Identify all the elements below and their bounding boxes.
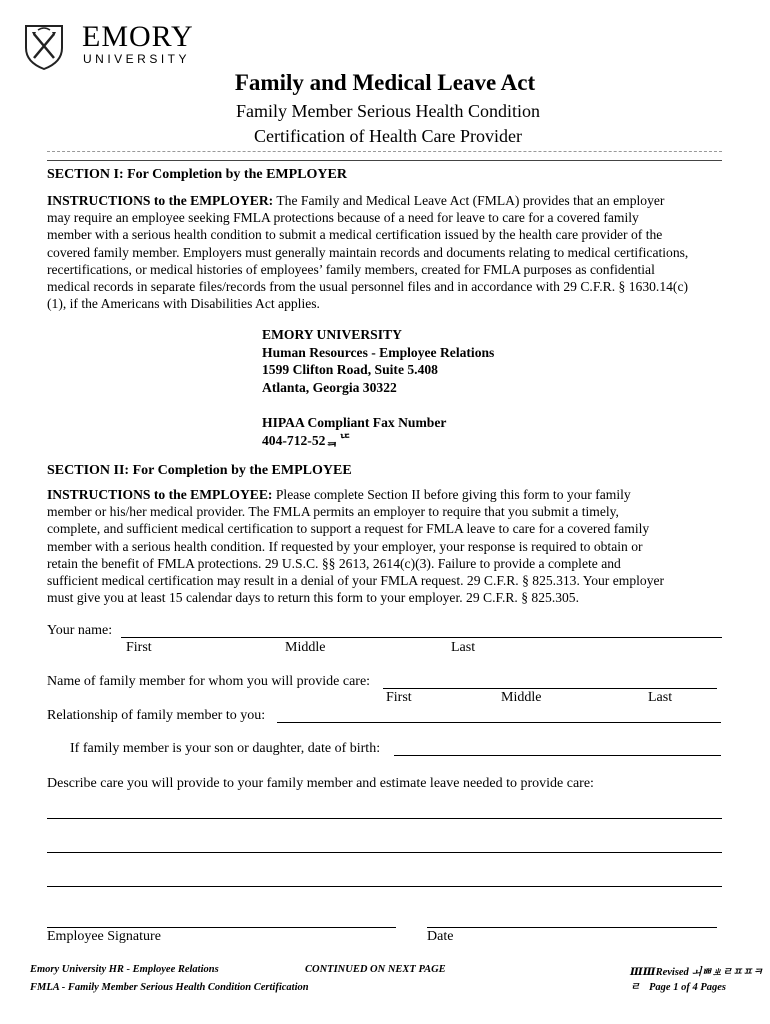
signature-date-field[interactable] <box>427 927 717 928</box>
relationship-label: Relationship of family member to you: <box>47 708 266 723</box>
your-name-first-caption: First <box>126 640 152 655</box>
form-title: Family and Medical Leave Act <box>234 70 536 95</box>
section-1-instructions-label: INSTRUCTIONS to the EMPLOYER: <box>47 193 274 208</box>
section-1-instructions <box>47 192 747 312</box>
describe-care-line-1[interactable] <box>47 818 722 819</box>
your-name-last-caption: Last <box>451 640 476 655</box>
section-2-line-5: retain the benefit of FMLA protections. 29 U.S.C. §§ 2613, 2614(c)(3). Failure to provide a complete and <box>47 555 621 571</box>
section-2-heading: SECTION II: For Completion by the EMPLOYEE <box>47 463 352 478</box>
emory-shield-icon <box>24 24 64 70</box>
form-subtitle-2: Certification of Health Care Provider <box>254 126 522 146</box>
address-city: Atlanta, Georgia 30322 <box>262 379 397 395</box>
address-street: 1599 Clifton Road, Suite 5.408 <box>262 362 438 377</box>
section-1-heading: SECTION I: For Completion by the EMPLOYER <box>47 167 347 182</box>
employee-signature-label: Employee Signature <box>47 929 161 944</box>
section-1-line-7: (1), if the Americans with Disabilities Act applies. <box>47 296 320 312</box>
footer-department: Emory University HR - Employee Relations <box>30 964 219 975</box>
header-divider-dashed <box>47 151 722 152</box>
signature-date-label: Date <box>427 929 454 944</box>
section-2-line-1: INSTRUCTIONS to the EMPLOYEE: Please complete Section II before giving this form to your family <box>47 487 631 502</box>
section-1-line-3: member with a serious health condition to submit a medical certification issued by the health care provider of the <box>47 227 663 243</box>
relationship-field[interactable] <box>277 722 721 723</box>
section-2-line-4: member with a serious health condition. If requested by your employer, your response is required to obtain or <box>47 538 643 554</box>
describe-care-line-2[interactable] <box>47 852 722 853</box>
university-subline: UNIVERSITY <box>83 52 191 66</box>
section-1-line-5: recertifications, or medical histories of employees’ family members, created for FMLA purposes as confidential <box>47 261 655 277</box>
family-member-middle-caption: Middle <box>501 690 542 705</box>
describe-care-line-3[interactable] <box>47 886 722 887</box>
section-2-instructions <box>47 486 747 606</box>
your-name-middle-caption: Middle <box>285 640 326 655</box>
section-1-line-2: may require an employee seeking FMLA protections because of a need for leave to care for a covered family <box>47 210 639 226</box>
family-member-name-label: Name of family member for whom you will provide care: <box>47 674 371 689</box>
family-member-last-caption: Last <box>648 690 673 705</box>
dob-field[interactable] <box>394 755 721 756</box>
your-name-label: Your name: <box>47 623 113 638</box>
footer-form-name: FMLA - Family Member Serious Health Condition Certification <box>30 982 309 993</box>
form-subtitle-1: Family Member Serious Health Condition <box>236 101 540 121</box>
section-2-instructions-label: INSTRUCTIONS to the EMPLOYEE: <box>47 487 273 502</box>
employee-signature-field[interactable] <box>47 927 396 928</box>
describe-care-label: Describe care you will provide to your family member and estimate leave needed to provide care: <box>47 776 594 791</box>
section-2-line-6: sufficient medical certification may result in a denial of your FMLA request. 29 C.F.R. § 825.313. Your employer <box>47 573 665 589</box>
section-1-line-1: INSTRUCTIONS to the EMPLOYER: The Family and Medical Leave Act (FMLA) provides that an employer <box>47 193 665 208</box>
header-divider <box>47 160 722 161</box>
family-member-first-caption: First <box>386 690 412 705</box>
footer-revised: ⅢⅢRevised ㅚㅃㄓㄹㅍㅍㅋㄹ <box>630 967 763 993</box>
emory-wordmark: EMORY <box>82 20 194 53</box>
address-dept: Human Resources - Employee Relations <box>262 344 495 360</box>
employer-address <box>262 326 494 449</box>
footer-continued: CONTINUED ON NEXT PAGE <box>305 964 446 975</box>
family-member-name-field[interactable] <box>383 688 717 689</box>
section-1-line-4: covered family member. Employers must generally maintain records and documents relating to medical certifications, <box>47 244 689 260</box>
section-1-line-6: medical records in separate files/records from the usual personnel files and in accordance with 29 C.F.R. § 1630.14(c) <box>47 279 689 295</box>
address-org: EMORY UNIVERSITY <box>262 327 402 342</box>
section-2-line-3: complete, and sufficient medical certification to support a request for FMLA leave to care for a covered family <box>47 521 650 537</box>
fax-number: 404-712-52ᆿᄕ <box>262 432 352 448</box>
dob-label: If family member is your son or daughter, date of birth: <box>70 741 381 756</box>
fax-label: HIPAA Compliant Fax Number <box>262 415 447 430</box>
footer-page-number: Page 1 of 4 Pages <box>649 982 726 993</box>
section-2-line-7: must give you at least 15 calendar days to return this form to your employer. 29 C.F.R. § 825.305. <box>47 590 580 606</box>
your-name-field[interactable] <box>121 637 722 638</box>
section-2-line-2: member or his/her medical provider. The FMLA permits an employer to require that you submit a timely, <box>47 504 619 520</box>
